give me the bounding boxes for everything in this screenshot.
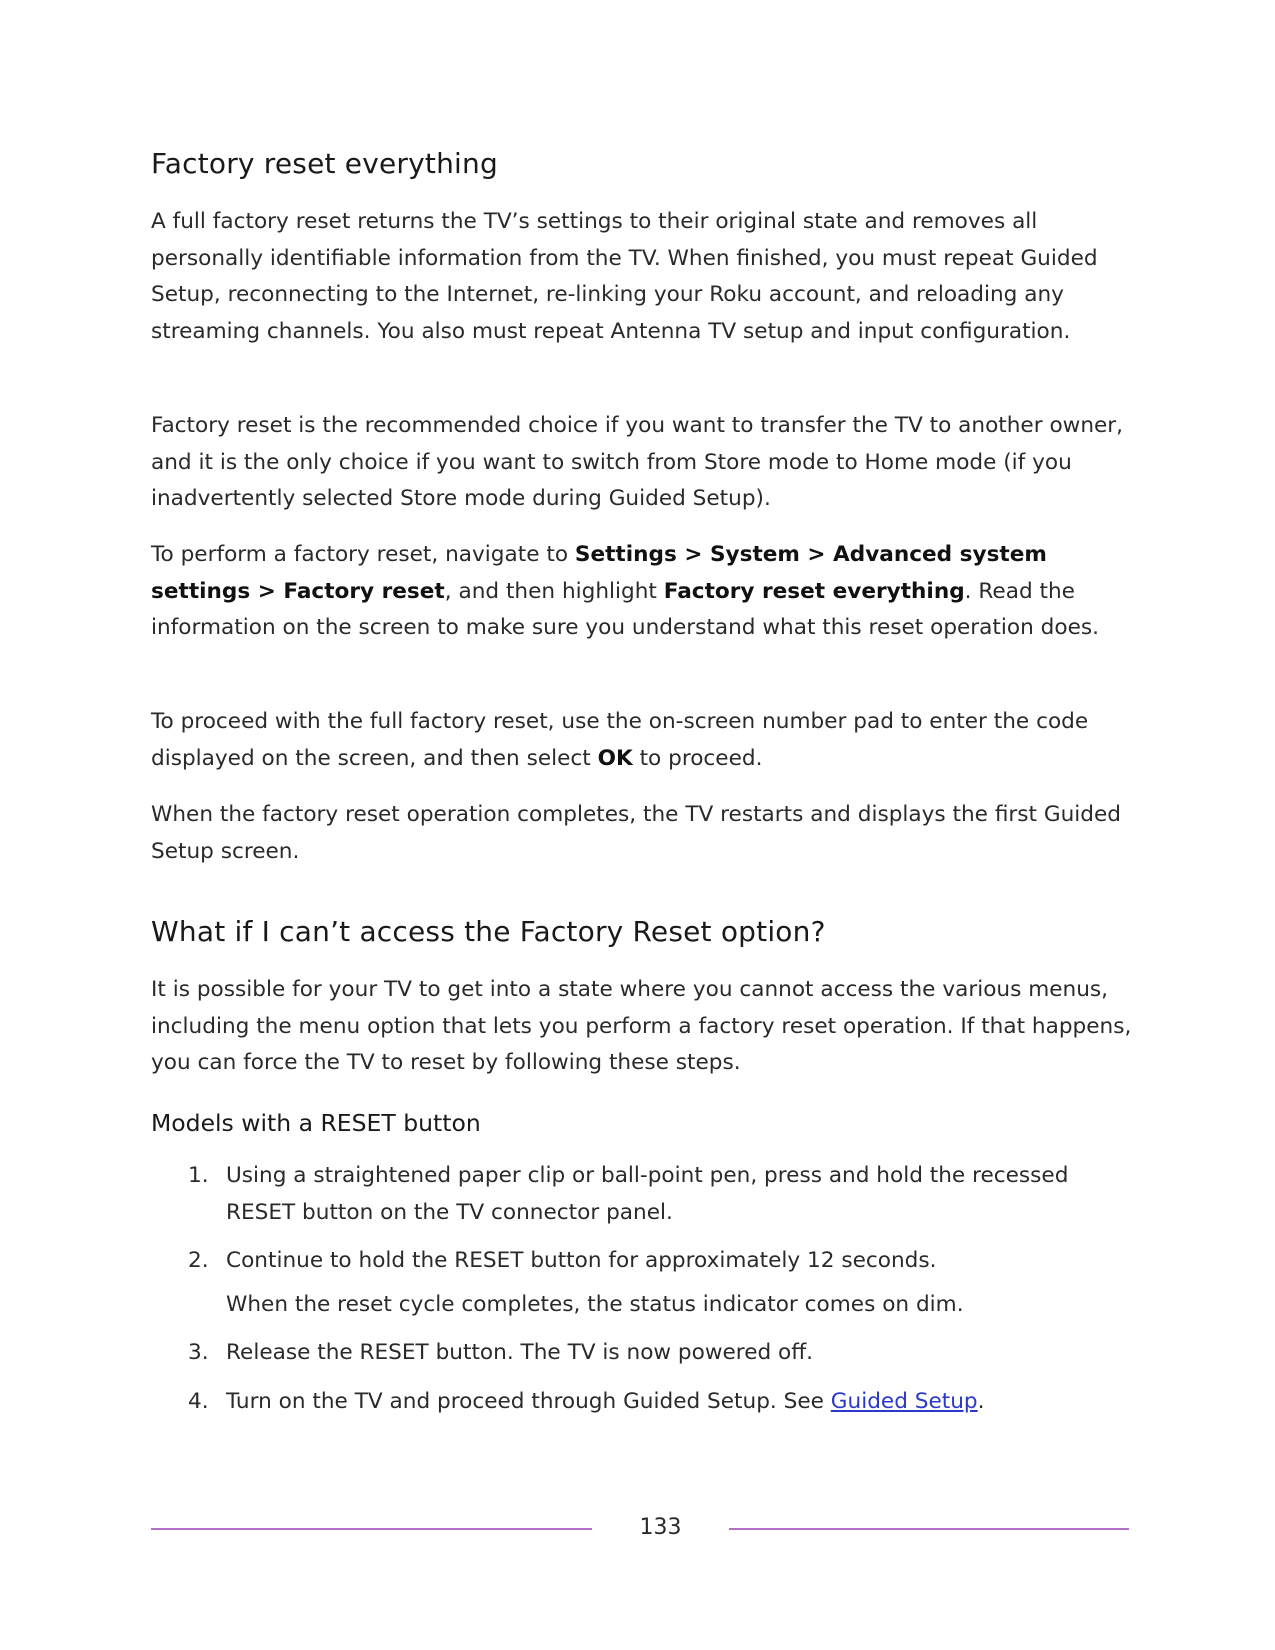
heading-models-with-reset-button: Models with a RESET button	[151, 1109, 481, 1137]
step-text-end: .	[977, 1388, 985, 1414]
step-number: 3.	[188, 1340, 209, 1365]
text-segment: to proceed.	[632, 745, 763, 771]
step-text: Continue to hold the RESET button for approximately 12 seconds.	[226, 1248, 937, 1273]
heading-cant-access-factory-reset: What if I can’t access the Factory Reset option?	[151, 915, 826, 948]
option-name: Factory reset everything	[663, 578, 965, 604]
footer-rule-left	[151, 1528, 592, 1530]
step-text: Release the RESET button. The TV is now powered off.	[226, 1340, 814, 1365]
heading-factory-reset-everything: Factory reset everything	[151, 147, 498, 180]
paragraph-factory-reset-description: A full factory reset returns the TV’s settings to their original state and removes all personally identifiable information from the TV. When finished, you must repeat Guided Setup, reconnecting to the Internet, re-linking your Roku account, and reloading any streaming channels. You also must repeat Antenna TV setup and input configuration.	[151, 209, 1098, 344]
menu-path: Settings > System > Advanced system settings > Factory reset	[151, 542, 1047, 604]
list-item	[151, 1335, 1136, 1372]
paragraph-reset-completes: When the factory reset operation completes, the TV restarts and displays the first Guided Setup screen.	[151, 802, 1121, 864]
step-number: 2.	[188, 1248, 209, 1273]
reset-steps-list	[151, 1158, 1136, 1432]
text-segment: To proceed with the full factory reset, use the on-screen number pad to enter the code displayed on the screen, and then select	[151, 709, 1089, 771]
guided-setup-link[interactable]: Guided Setup	[830, 1388, 978, 1414]
step-number: 4.	[188, 1388, 209, 1414]
step-text: Using a straightened paper clip or ball-point pen, press and hold the recessed RESET button on the TV connector panel.	[226, 1163, 1069, 1225]
step-subnote: When the reset cycle completes, the status indicator comes on dim.	[226, 1291, 964, 1317]
paragraph-recommended-choice: Factory reset is the recommended choice if you want to transfer the TV to another owner, and it is the only choice if you want to switch from Store mode to Home mode (if you inadvertently selected Store mode during Guided Setup).	[151, 413, 1124, 511]
text-segment: . Read the information on the screen to make sure you understand what this reset operation does.	[151, 578, 1099, 640]
paragraph-proceed-instructions	[151, 704, 1136, 777]
list-item	[151, 1384, 1136, 1421]
paragraph-navigation-instructions	[151, 537, 1136, 647]
list-item	[151, 1243, 1136, 1323]
list-item	[151, 1158, 1136, 1231]
page-footer	[151, 1510, 1129, 1546]
text-segment: To perform a factory reset, navigate to	[151, 542, 575, 567]
footer-rule-right	[729, 1528, 1129, 1530]
ok-label: OK	[597, 745, 633, 771]
step-number: 1.	[188, 1163, 209, 1188]
text-segment: , and then highlight	[444, 578, 664, 604]
step-text: Turn on the TV and proceed through Guided Setup. See	[226, 1388, 831, 1414]
page-number: 133	[639, 1515, 682, 1540]
paragraph-force-reset-intro: It is possible for your TV to get into a state where you cannot access the various menus, including the menu option that lets you perform a factory reset operation. If that happens, you can force the TV to reset by following these steps.	[151, 977, 1132, 1075]
